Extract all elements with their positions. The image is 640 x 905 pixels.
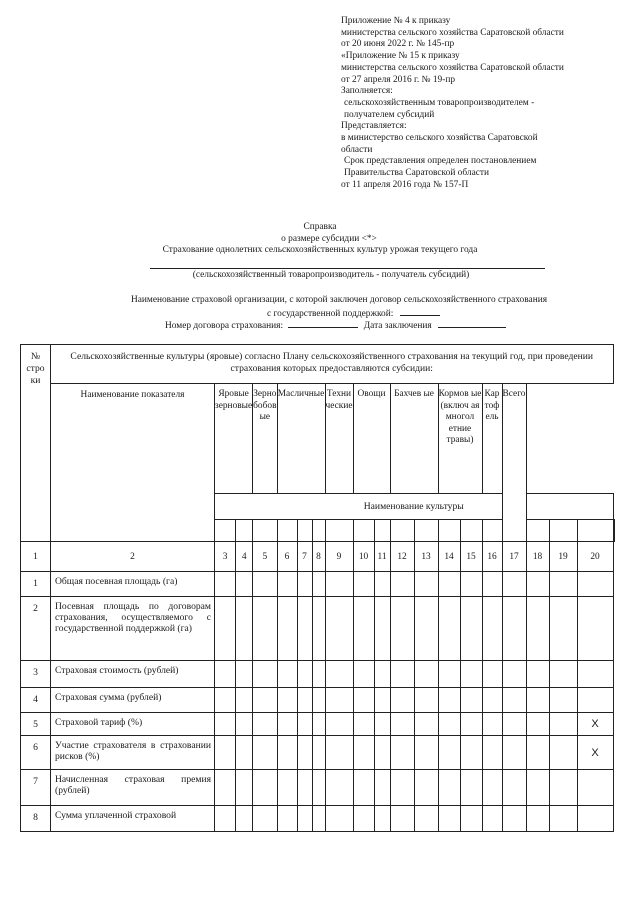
- value-cell[interactable]: [325, 661, 353, 688]
- value-cell[interactable]: [460, 806, 482, 832]
- value-cell[interactable]: [526, 770, 549, 806]
- row-indicator-name: Начисленная страховая премия (рублей): [51, 770, 215, 806]
- value-cell[interactable]: [482, 806, 502, 832]
- value-cell[interactable]: [438, 736, 460, 770]
- insurer-label-line2: с государственной поддержкой:: [267, 309, 394, 319]
- value-cell[interactable]: [215, 572, 236, 597]
- header-line: сельскохозяйственным товаропроизводителем -: [344, 97, 535, 108]
- value-cell[interactable]: [215, 736, 236, 770]
- value-cell[interactable]: [502, 713, 526, 736]
- value-cell[interactable]: [374, 661, 390, 688]
- value-cell[interactable]: [312, 597, 325, 661]
- value-cell[interactable]: [460, 736, 482, 770]
- row-indicator-name: Сумма уплаченной страховой: [51, 806, 215, 832]
- crop-header: Кормов ые (включ ая многол етние травы): [438, 384, 482, 494]
- value-cell[interactable]: [277, 661, 297, 688]
- doc-title: Справка: [303, 222, 337, 232]
- value-cell[interactable]: [526, 572, 549, 597]
- value-cell[interactable]: [438, 661, 460, 688]
- value-cell[interactable]: [502, 661, 526, 688]
- value-cell[interactable]: [325, 688, 353, 713]
- value-cell[interactable]: [502, 572, 526, 597]
- row-number: 5: [21, 713, 51, 736]
- blank-cell: [374, 520, 390, 542]
- crop-head-row: [21, 384, 615, 494]
- value-cell[interactable]: [236, 597, 253, 661]
- value-cell[interactable]: [526, 713, 549, 736]
- value-cell[interactable]: [297, 661, 312, 688]
- value-cell[interactable]: [414, 688, 438, 713]
- value-cell[interactable]: [353, 736, 374, 770]
- value-cell[interactable]: [215, 806, 236, 832]
- value-cell[interactable]: [215, 688, 236, 713]
- value-cell[interactable]: [215, 713, 236, 736]
- culture-name-label: Наименование культуры: [215, 494, 614, 520]
- column-number: 12: [390, 542, 414, 572]
- crop-header: Овощи: [353, 384, 390, 494]
- value-cell[interactable]: [460, 713, 482, 736]
- blank-cell: [277, 520, 297, 542]
- head-rownum: № стро ки: [21, 345, 51, 542]
- column-number: 10: [353, 542, 374, 572]
- value-cell[interactable]: [374, 806, 390, 832]
- crop-header: Масличные: [277, 384, 325, 494]
- value-cell[interactable]: [312, 572, 325, 597]
- value-cell[interactable]: [277, 688, 297, 713]
- value-cell[interactable]: [297, 572, 312, 597]
- value-cell[interactable]: [482, 688, 502, 713]
- value-cell[interactable]: [253, 597, 277, 661]
- contract-line: [165, 319, 506, 333]
- row-indicator-name: Посевная площадь по договорам страхования, осуществляемого с государственной поддержкой (га): [51, 597, 215, 661]
- row-indicator-name: Участие страхователя в страховании рисков (%): [51, 736, 215, 770]
- value-cell[interactable]: [460, 661, 482, 688]
- row-indicator-name: Страховая стоимость (рублей): [51, 661, 215, 688]
- column-number: 8: [312, 542, 325, 572]
- blank-cell: [325, 520, 353, 542]
- value-cell[interactable]: [438, 770, 460, 806]
- value-cell[interactable]: [390, 661, 414, 688]
- value-cell[interactable]: [236, 572, 253, 597]
- value-cell[interactable]: [414, 770, 438, 806]
- value-cell[interactable]: [312, 806, 325, 832]
- header-line: Правительства Саратовской области: [344, 168, 490, 179]
- value-cell[interactable]: [277, 713, 297, 736]
- row-number: 8: [21, 806, 51, 832]
- value-cell[interactable]: [277, 597, 297, 661]
- value-cell[interactable]: [482, 736, 502, 770]
- header-line: получателем субсидий: [344, 109, 435, 120]
- value-cell[interactable]: [353, 770, 374, 806]
- column-number: 16: [482, 542, 502, 572]
- value-cell[interactable]: [236, 736, 253, 770]
- value-cell[interactable]: [438, 713, 460, 736]
- value-cell[interactable]: [353, 572, 374, 597]
- column-number: 5: [253, 542, 277, 572]
- value-cell[interactable]: [526, 597, 549, 661]
- header-line: области: [341, 144, 373, 155]
- value-cell[interactable]: [390, 572, 414, 597]
- column-number: 20: [577, 542, 613, 572]
- row-number: 3: [21, 661, 51, 688]
- blank-cell: [526, 520, 549, 542]
- header-line: Представляется:: [341, 121, 407, 132]
- crop-header: Кар тоф ель: [482, 384, 502, 494]
- column-number: 11: [374, 542, 390, 572]
- value-cell[interactable]: [297, 597, 312, 661]
- insurer-field[interactable]: [400, 307, 440, 316]
- value-cell[interactable]: [390, 597, 414, 661]
- blank-cell: [297, 520, 312, 542]
- value-cell[interactable]: [236, 770, 253, 806]
- value-cell[interactable]: [253, 770, 277, 806]
- value-cell[interactable]: [549, 713, 577, 736]
- value-cell[interactable]: [215, 597, 236, 661]
- value-cell[interactable]: [353, 597, 374, 661]
- value-cell[interactable]: [253, 572, 277, 597]
- total-cell[interactable]: [577, 597, 613, 661]
- blank-cell: [549, 520, 577, 542]
- row-indicator-name: Страховая сумма (рублей): [51, 688, 215, 713]
- table-row: [21, 713, 615, 736]
- column-number: 15: [460, 542, 482, 572]
- column-number: 14: [438, 542, 460, 572]
- blank-cell: [482, 520, 502, 542]
- table-row: [21, 806, 615, 832]
- value-cell[interactable]: [549, 806, 577, 832]
- value-cell[interactable]: [414, 713, 438, 736]
- value-cell[interactable]: [325, 597, 353, 661]
- crop-header: Зерно бобов ые: [253, 384, 277, 494]
- column-number: 18: [526, 542, 549, 572]
- row-number: 1: [21, 572, 51, 597]
- value-cell[interactable]: [549, 736, 577, 770]
- column-number: 19: [549, 542, 577, 572]
- value-cell[interactable]: [502, 736, 526, 770]
- value-cell[interactable]: [253, 661, 277, 688]
- value-cell[interactable]: [215, 661, 236, 688]
- value-cell[interactable]: [482, 770, 502, 806]
- value-cell[interactable]: [438, 597, 460, 661]
- value-cell[interactable]: [277, 572, 297, 597]
- value-cell[interactable]: [390, 713, 414, 736]
- value-cell[interactable]: [325, 736, 353, 770]
- value-cell[interactable]: [502, 806, 526, 832]
- value-cell[interactable]: [460, 572, 482, 597]
- value-cell[interactable]: [438, 806, 460, 832]
- value-cell[interactable]: [390, 736, 414, 770]
- blank-cell: [236, 520, 253, 542]
- column-number: 13: [414, 542, 438, 572]
- value-cell[interactable]: [277, 736, 297, 770]
- blank-cell: [414, 520, 438, 542]
- contract-number-field[interactable]: [288, 319, 358, 328]
- value-cell[interactable]: [482, 597, 502, 661]
- value-cell[interactable]: [526, 736, 549, 770]
- doc-subtitle: о размере субсидии <*>: [281, 234, 377, 244]
- blank-cell: [390, 520, 414, 542]
- column-number: 6: [277, 542, 297, 572]
- contract-date-label: Дата заключения: [363, 321, 432, 331]
- value-cell[interactable]: [502, 770, 526, 806]
- value-cell[interactable]: [374, 713, 390, 736]
- value-cell[interactable]: [526, 806, 549, 832]
- value-cell[interactable]: [414, 572, 438, 597]
- column-number: 7: [297, 542, 312, 572]
- value-cell[interactable]: [460, 688, 482, 713]
- row-indicator-name: Страховой тариф (%): [51, 713, 215, 736]
- recipient-blank-line[interactable]: [150, 268, 545, 269]
- value-cell[interactable]: [549, 597, 577, 661]
- value-cell[interactable]: [374, 770, 390, 806]
- value-cell[interactable]: [236, 688, 253, 713]
- value-cell[interactable]: [460, 597, 482, 661]
- column-number: 17: [502, 542, 526, 572]
- header-line: от 27 апреля 2016 г. № 19-пр: [341, 74, 456, 85]
- value-cell[interactable]: [438, 572, 460, 597]
- value-cell[interactable]: [482, 713, 502, 736]
- value-cell[interactable]: [414, 806, 438, 832]
- row-number: 6: [21, 736, 51, 770]
- value-cell[interactable]: [390, 806, 414, 832]
- table-row: [21, 770, 615, 806]
- table-row: [21, 661, 615, 688]
- value-cell[interactable]: [215, 770, 236, 806]
- value-cell[interactable]: [297, 688, 312, 713]
- blank-cell: [613, 520, 614, 542]
- header-line: в министерство сельского хозяйства Саратовской: [341, 133, 538, 144]
- crop-header: Яровые зерновые: [215, 384, 253, 494]
- total-cell[interactable]: [577, 806, 613, 832]
- blank-cell: [253, 520, 277, 542]
- value-cell[interactable]: [253, 713, 277, 736]
- blank-cell: [215, 520, 236, 542]
- insurer-label: Наименование страховой организации, с которой заключен договор сельскохозяйственного страхования: [130, 295, 548, 305]
- blank-cell: [353, 520, 374, 542]
- column-number: 1: [21, 542, 51, 572]
- value-cell[interactable]: [549, 572, 577, 597]
- total-cell[interactable]: [577, 661, 613, 688]
- value-cell[interactable]: [549, 770, 577, 806]
- value-cell[interactable]: [312, 713, 325, 736]
- value-cell[interactable]: [374, 688, 390, 713]
- table-row: [21, 688, 615, 713]
- value-cell[interactable]: [277, 806, 297, 832]
- doc-subject: Страхование однолетних сельскохозяйственных культур урожая текущего года: [162, 245, 478, 255]
- value-cell[interactable]: [502, 597, 526, 661]
- value-cell[interactable]: [253, 736, 277, 770]
- value-cell[interactable]: [374, 572, 390, 597]
- value-cell[interactable]: [482, 572, 502, 597]
- row-number: 7: [21, 770, 51, 806]
- header-line: министерства сельского хозяйства Саратовской области: [341, 27, 564, 38]
- column-number: 2: [51, 542, 215, 572]
- head-supertitle: Сельскохозяйственные культуры (яровые) согласно Плану сельскохозяйственного страхования на текущий год, при проведении страхования которых предоставляются субсидии:: [51, 345, 614, 384]
- header-block: [341, 16, 626, 192]
- table-row: [21, 572, 615, 597]
- table-head-row: [21, 345, 615, 384]
- value-cell[interactable]: [297, 806, 312, 832]
- value-cell[interactable]: [549, 688, 577, 713]
- recipient-caption: (сельскохозяйственный товаропроизводитель - получатель субсидий): [192, 270, 470, 280]
- blank-cell: [577, 520, 613, 542]
- column-number: 9: [325, 542, 353, 572]
- value-cell[interactable]: [438, 688, 460, 713]
- value-cell[interactable]: [312, 736, 325, 770]
- table-row: [21, 736, 615, 770]
- value-cell[interactable]: [325, 572, 353, 597]
- column-number: 3: [215, 542, 236, 572]
- value-cell[interactable]: [526, 661, 549, 688]
- value-cell[interactable]: [236, 713, 253, 736]
- value-cell[interactable]: [277, 770, 297, 806]
- table-row: [21, 597, 615, 661]
- value-cell[interactable]: [353, 806, 374, 832]
- value-cell[interactable]: [297, 770, 312, 806]
- crop-header: Бахчев ые: [390, 384, 438, 494]
- header-line: Заполняется:: [341, 86, 393, 97]
- value-cell[interactable]: [374, 597, 390, 661]
- value-cell[interactable]: [390, 770, 414, 806]
- value-cell[interactable]: [325, 806, 353, 832]
- value-cell[interactable]: [460, 770, 482, 806]
- value-cell[interactable]: [297, 736, 312, 770]
- blank-cell: [460, 520, 482, 542]
- blank-cell: [312, 520, 325, 542]
- header-line: «Приложение № 15 к приказу: [341, 51, 460, 62]
- value-cell[interactable]: [312, 770, 325, 806]
- value-cell[interactable]: [297, 713, 312, 736]
- value-cell[interactable]: [374, 736, 390, 770]
- contract-number-label: Номер договора страхования:: [165, 321, 284, 331]
- subsidy-table: [20, 344, 615, 832]
- row-number: 2: [21, 597, 51, 661]
- total-cell[interactable]: [577, 688, 613, 713]
- value-cell[interactable]: [414, 661, 438, 688]
- header-line: Срок представления определен постановлением: [344, 156, 537, 167]
- value-cell[interactable]: [353, 713, 374, 736]
- header-line: от 11 апреля 2016 года № 157-П: [341, 179, 469, 190]
- value-cell[interactable]: [414, 597, 438, 661]
- total-cell[interactable]: [577, 770, 613, 806]
- crop-header: Техни ческие: [325, 384, 353, 494]
- total-cell[interactable]: X: [577, 713, 613, 736]
- blank-cell: [438, 520, 460, 542]
- value-cell[interactable]: [236, 806, 253, 832]
- contract-date-field[interactable]: [438, 319, 506, 328]
- row-number: 4: [21, 688, 51, 713]
- header-line: министерства сельского хозяйства Саратовской области: [341, 62, 564, 73]
- header-line: от 20 июня 2022 г. № 145-пр: [341, 39, 455, 50]
- column-numbers-row: [21, 542, 615, 572]
- value-cell[interactable]: [253, 688, 277, 713]
- value-cell[interactable]: [325, 713, 353, 736]
- value-cell[interactable]: [414, 736, 438, 770]
- total-cell[interactable]: X: [577, 736, 613, 770]
- value-cell[interactable]: [390, 688, 414, 713]
- value-cell[interactable]: [549, 661, 577, 688]
- header-line: Приложение № 4 к приказу: [341, 16, 451, 26]
- column-number: 4: [236, 542, 253, 572]
- head-indicator: Наименование показателя: [51, 384, 215, 542]
- value-cell[interactable]: [312, 688, 325, 713]
- value-cell[interactable]: [253, 806, 277, 832]
- value-cell[interactable]: [353, 688, 374, 713]
- row-indicator-name: Общая посевная площадь (га): [51, 572, 215, 597]
- value-cell[interactable]: [236, 661, 253, 688]
- value-cell[interactable]: [502, 688, 526, 713]
- total-cell[interactable]: [577, 572, 613, 597]
- value-cell[interactable]: [325, 770, 353, 806]
- value-cell[interactable]: [312, 661, 325, 688]
- value-cell[interactable]: [353, 661, 374, 688]
- crop-header: Всего: [502, 384, 526, 542]
- value-cell[interactable]: [482, 661, 502, 688]
- value-cell[interactable]: [526, 688, 549, 713]
